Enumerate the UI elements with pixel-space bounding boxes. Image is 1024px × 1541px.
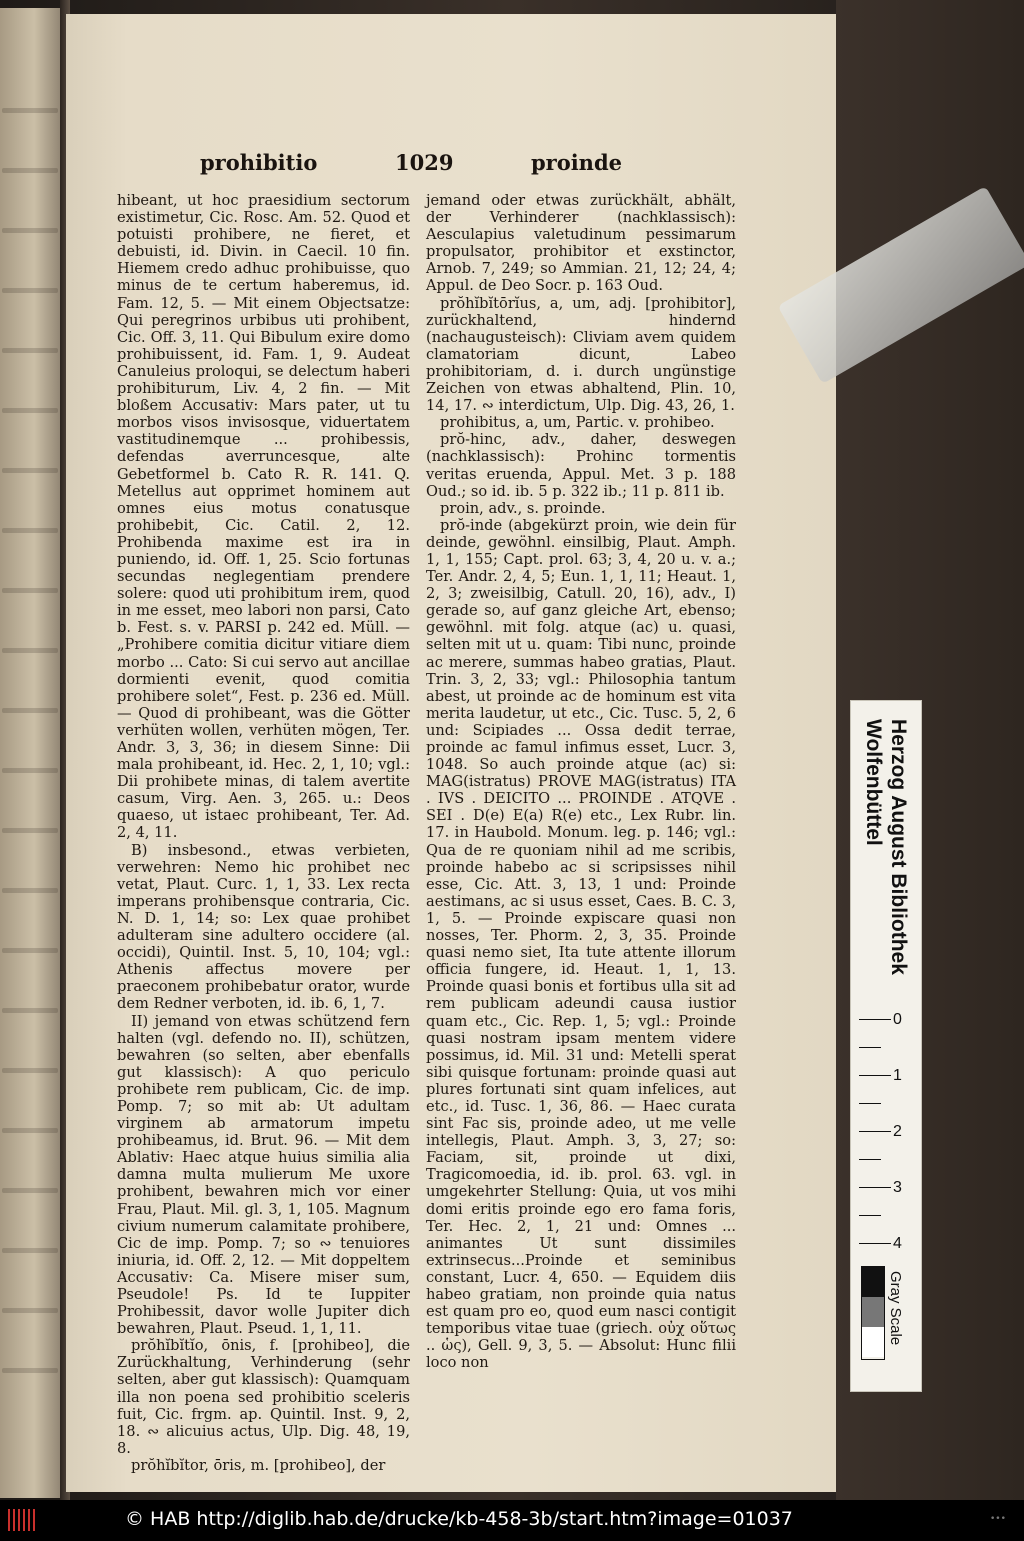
grayscale-patch xyxy=(862,1327,884,1357)
running-head xyxy=(200,150,622,184)
library-scale-label xyxy=(850,700,922,1392)
footer-dots: ••• xyxy=(990,1514,1006,1524)
paragraph: prŏhĭbĭtōrĭus, a, um, adj. [prohibitor], zurückhaltend, hindernd (nachaugusteisch): Cliviam avem quidem clamatoriam dicunt, Labeo prohibitoriam, d. i. durch ungünstige Zeichen von etwas abhaltend, Plin. 10, 14, 17. ∾ interdictum, Ulp. Dig. 43, 26, 1. xyxy=(426,294,736,415)
paragraph: prohibitus, a, um, Partic. v. prohibeo. xyxy=(440,414,715,432)
library-name-line1: Herzog August Bibliothek xyxy=(887,719,910,975)
paragraph: B) insbesond., etwas verbieten, verwehren: Nemo hic prohibet nec vetat, Plaut. Curc. 1, 1, 33. Lex recta imperans prohibensque contraria, Cic. N. D. 1, 14; so: Lex quae prohibet adulteram sine adultero occidere (al. occidi), Quintil. Inst. 5, 10, 104; vgl.: Athenis affectus movere per praeconem prohibebatur orator, wurde dem Redner verboten, id. ib. 6, 1, 7. xyxy=(117,841,410,1013)
paragraph: prŏ-hinc, adv., daher, deswegen (nachklassisch): Prohinc tormentis veritas eruenda, Appul. Met. 3 p. 188 Oud.; so id. ib. 5 p. 322 ib.; 11 p. 811 ib. xyxy=(426,431,736,500)
right-text-column xyxy=(426,192,736,1371)
ruler-number: 2 xyxy=(893,1123,902,1140)
left-text-column xyxy=(117,192,410,1474)
paragraph: prŏ-inde (abgekürzt proin, wie dein für deinde, gewöhnl. einsilbig, Plaut. Amph. 1, 1, 155; Capt. prol. 63; 3, 4, 20 u. v. a.; Ter. Andr. 2, 4, 5; Eun. 1, 1, 11; Heaut. 1, 2, 3; zweisilbig, Catull. 20, 16), adv., I) gerade so, auf ganz gleiche Art, ebenso; gewöhnl. mit folg. atque (ac) u. quasi, selten mit ut u. quam: Tibi nunc, proinde ac merere, summas habeo gratias, Plaut. Trin. 3, 2, 33; vgl.: Philosophia tantum abest, ut proinde ac de hominum est vita merita laudetur, ut etc., Cic. Tusc. 5, 2, 6 und: Scipiades ... Ossa dedit terrae, proinde ac famul infimus esset, Lucr. 3, 1048. So auch proinde atque (ac) si: MAG(istratus) PROVE MAG(istratus) ITA . IVS . DEICITO ... PROINDE . ATQVE . SEI . D(e) E(a) R(e) etc., Lex Rubr. lin. 17. in Haubold. Monum. leg. p. 146; vgl.: Qua de re quoniam nihil ad me scribis, proinde habebo ac si scripsisses nihil esse, Cic. Att. 3, 13, 1 und: Proinde aestimans, ac si usus esset, Caes. B. C. 3, 1, 5. — Proinde expiscare quasi non nosses, Ter. Phorm. 2, 3, 35. Proinde quasi nemo siet, Ita tute attente illorum officia fungere, id. Heaut. 1, 1, 13. Proinde quasi bonis et fortibus ulla sit ad rem publicam adeundi causa iustior quam etc., Cic. Rep. 1, 5; vgl.: Proinde quasi nostram ipsam mentem videre possimus, id. Mil. 31 und: Metelli sperat sibi quisque fortunam: proinde quasi aut plures fortunati sint quam infelices, aut etc., id. Tusc. 1, 36, 86. — Haec curata sint Fac sis, proinde adeo, ut me velle intellegis, Plaut. Amph. 3, 3, 27; so: Faciam, sit, proinde ut dixi, Tragicomoedia, id. ib. prol. 63. vgl. in umgekehrter Stellung: Quia, ut vos mihi domi eritis proinde ego ero fama foris, Ter. Hec. 2, 1, 21 und: Omnes ... animantes Ut sunt dissimiles extrinsecus...Proinde et seminibus constant, Lucr. 4, 650. — Equidem diis habeo gratiam, non proinde quia natus est quam pro eo, quod eum nasci contigit temporibus vitae tuae (griech. οὐχ οὕτως .. ὡς), Gell. 9, 3, 5. — Absolut: Hunc filii loco non xyxy=(426,516,736,1372)
grayscale-patch xyxy=(862,1267,884,1297)
copyright-url[interactable]: © HAB http://diglib.hab.de/drucke/kb-458-3b/start.htm?image=01037 xyxy=(125,1508,793,1530)
ruler-number: 4 xyxy=(893,1235,902,1252)
paragraph: proin, adv., s. proinde. xyxy=(440,499,606,517)
running-head-left: prohibitio xyxy=(200,150,318,175)
paragraph: prŏhĭbĭtor, ōris, m. [prohibeo], der xyxy=(131,1456,386,1474)
grayscale-patches xyxy=(861,1266,885,1360)
ruler-number: 1 xyxy=(893,1067,902,1084)
running-head-right: proinde xyxy=(530,150,622,175)
paragraph: jemand oder etwas zurückhält, abhält, der Verhinderer (nachklassisch): Aesculapius valetudinum pessimarum propulsator, prohibitor et exstinctor, Arnob. 7, 249; so Ammian. 21, 12; 24, 4; Appul. de Deo Socr. p. 163 Oud. xyxy=(426,192,736,295)
paragraph: hibeant, ut hoc praesidium sectorum existimetur, Cic. Rosc. Am. 52. Quod et potuisti prohibere, ne fieret, et debuisti, id. Divin. in Caecil. 10 fin. Hiemem credo adhuc prohibuisse, quo minus de te certum haberemus, id. Fam. 12, 5. — Mit einem Objectsatze: Qui peregrinos urbibus uti prohibent, Cic. Off. 3, 11. Qui Bibulum exire domo prohibuissent, id. Fam. 1, 9. Audeat Canuleius proloqui, se delectum haberi prohibiturum, Liv. 4, 2 fin. — Mit bloßem Accusativ: Mars pater, ut tu morbos visos invisosque, viduertatem vastitudinemque ... prohibessis, defendas averruncesque, alte Gebetformel b. Cato R. R. 141. Q. Metellus aut opprimet hominem aut omnes eius motus conatusque prohibebit, Cic. Catil. 2, 12. Prohibenda maxime est ira in puniendo, id. Off. 1, 25. Scio fortunas secundas neglegentiam prendere solere: quod uti prohibitum irem, quod in me esset, meo labori non parsi, Cato b. Fest. s. v. PARSI p. 242 ed. Müll. — „Prohibere comitia dicitur vitiare diem morbo ... Cato: Si cui servo aut ancillae dormienti evenit, quod comitia prohibere solet“, Fest. p. 236 ed. Müll. — Quod di prohibeant, was die Götter verhüten wollen, verhüten mögen, Ter. Andr. 3, 3, 36; in diesem Sinne: Dii mala prohibeant, id. Hec. 2, 1, 10; vgl.: Dii prohibete minas, di talem avertite casum, Virg. Aen. 3, 265. u.: Deos quaeso, ut istaec prohibeant, Ter. Ad. 2, 4, 11. xyxy=(117,192,410,842)
grayscale-label: Gray Scale xyxy=(887,1271,904,1346)
hab-logo-icon xyxy=(8,1509,38,1531)
library-name-line2: Wolfenbüttel xyxy=(862,719,885,846)
facing-page-edge xyxy=(0,8,62,1498)
ruler-number: 3 xyxy=(893,1179,902,1196)
grayscale-patch xyxy=(862,1297,884,1327)
page-number: 1029 xyxy=(395,150,454,175)
viewer-footer xyxy=(0,1500,1024,1541)
paragraph: prŏhĭbĭtĭo, ōnis, f. [prohibeo], die Zurückhaltung, Verhinderung (sehr selten, aber gut klassisch): Quamquam illa non poena sed prohibitio sceleris fuit, Cic. frgm. ap. Quintil. Inst. 9, 2, 18. ∾ alicuius actus, Ulp. Dig. 48, 19, 8. xyxy=(117,1337,410,1457)
paragraph: II) jemand von etwas schützend fern halten (vgl. defendo no. II), schützen, bewahren (so selten, aber ebenfalls gut klassisch): A quo periculo prohibete rem publicam, Cic. de imp. Pomp. 7; so mit ab: Ut adultam virginem ab armatorum impetu prohibeamus, id. Brut. 96. — Mit dem Ablativ: Haec atque huius similia alia damna multa mulierum Me uxore prohibent, bewahren mich vor einer Frau, Plaut. Mil. gl. 3, 1, 105. Magnum civium numerum calamitate prohibere, Cic de imp. Pomp. 7; so ∾ tenuiores iniuria, id. Off. 2, 12. — Mit doppeltem Accusativ: Ca. Misere miser sum, Pseudole! Ps. Id te Iuppiter Prohibessit, davor wolle Jupiter dich bewahren, Plaut. Pseud. 1, 1, 11. xyxy=(117,1012,410,1338)
ruler-number: 0 xyxy=(893,1011,902,1028)
